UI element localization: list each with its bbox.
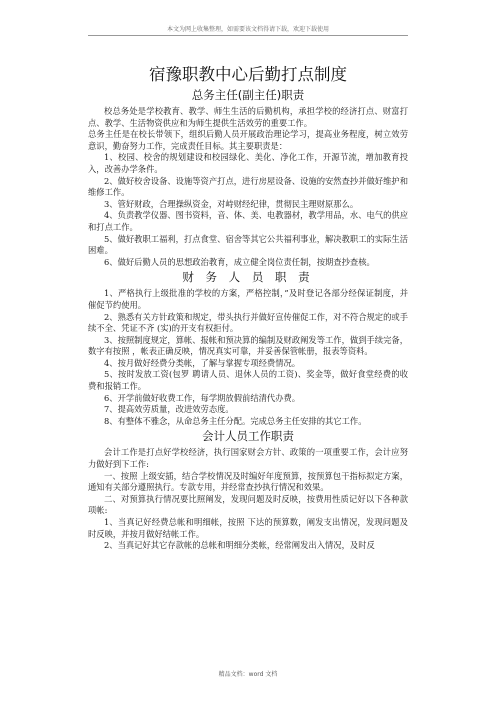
list-item: 3、按照制度规定，算帐、报帐和预决算的编制及财政阐发等工作，做到手续完备，数字有按照 ，帐表正确反映，情况真实可靠，并妥善保管帐册，报表等资料。 (88, 334, 408, 357)
footer-note: 精品文档：word 文档 (218, 671, 278, 678)
section-heading-director: 总务主任(副主任)职责 (191, 88, 305, 102)
list-item: 5、做好教职工福利，打点食堂、宿舍等其它公共福利事业，解决教职工的实际生活困难。 (88, 233, 408, 256)
list-item: 2、当真记好其它存款帐的总帐和明细分类帐，经常阐发出入情况，及时反 (104, 540, 375, 551)
list-item: 4、按月做好经费分类帐，了解与掌握专项经费情况。 (104, 357, 301, 368)
list-item: 7、提高效劳质量，改进效劳态度。 (104, 404, 234, 415)
paragraph: 校总务处是学校教育、教学、师生生活的后勤机构，承担学校的经济打点、财富打点、教学、生活物资供应和为师生提供生活效劳的重要工作。 (88, 106, 408, 128)
list-item: 6、做好后勤人员的思想政治教育，成立健全岗位责任制，按期查抄查核。 (104, 256, 375, 267)
paragraph: 会计工作是打点好学校经济，执行国家财会方针、政策的一项重要工作，会计应努力做好到下工作: (88, 447, 408, 470)
section-heading-finance: 财 务 人 员 职 责 (182, 270, 314, 285)
list-item: 1、严格执行上级批准的学校的方案，严格控制，”及时登记各部分经保证制度，并催促节约使用。 (88, 288, 408, 310)
list-item: 1、当真记好经费总帐和明细帐，按照 下达的预算数，阐发支出情况，发现问题及时反映，并按月做好结帐工作。 (88, 517, 408, 539)
list-item: 6、开学前做好收费工作，每学期放假前结清代办费。 (104, 392, 301, 403)
header-note: 本文为网上收集整理，如需要该文档得请下载，欢迎下载使用 (166, 26, 329, 33)
document-body (88, 64, 408, 552)
list-item: 二、对预算执行情况要比照阐发，发现问题及时反映，按费用性质记好以下各种款项帐: (88, 493, 408, 516)
document-title: 宿豫职教中心后勤打点制度 (149, 65, 347, 84)
list-item: 3、管好财政，合理操纵资金，对峙财经纪律，贯彻民主理财原那么。 (104, 198, 359, 209)
paragraph: 总务主任是在校长带领下，组织后勤人员开展政治理论学习，提高业务程度，树立效劳意识，勤奋努力工作，完成责任目标。其主要职责是： (88, 129, 408, 151)
header-divider (88, 35, 408, 36)
list-item: 2、做好校舍设备、设施等资产打点，进行房屋设备、设施的安然查抄并做好维护和维修工作。 (88, 175, 408, 198)
list-item: 4、负责教学仪器、图书资料，音、体、美、电教器材，教学用品，水、电气的供应和打点工作。 (88, 210, 408, 232)
list-item: 一、按照 上级安插，结合学校情况及时编好年度预算，按预算包干指标拟定方案，通知有关部分遵照执行。专款专用，并经常查抄执行情况和效果。 (88, 470, 408, 493)
list-item: 5、按时发放工资(包罗 聘请人员、退休人员的工资)、奖金等，做好食堂经费的收费和报销工作。 (88, 369, 408, 392)
list-item: 2、熟悉有关方针政策和规定，带头执行并做好宣传催促工作，对不符合规定的或手续不全、凭证不齐 (实)的开支有权拒付。 (88, 311, 408, 334)
list-item: 8、有整体不雅念，从命总务主任分配。完成总务主任安排的其它工作。 (104, 415, 367, 426)
section-heading-accountant: 会计人员工作职责 (202, 429, 294, 444)
list-item: 1、校园、校舍的规划建设和校园绿化、美化、净化工作，开源节流，增加教育投入，改善办学条件。 (88, 152, 408, 174)
